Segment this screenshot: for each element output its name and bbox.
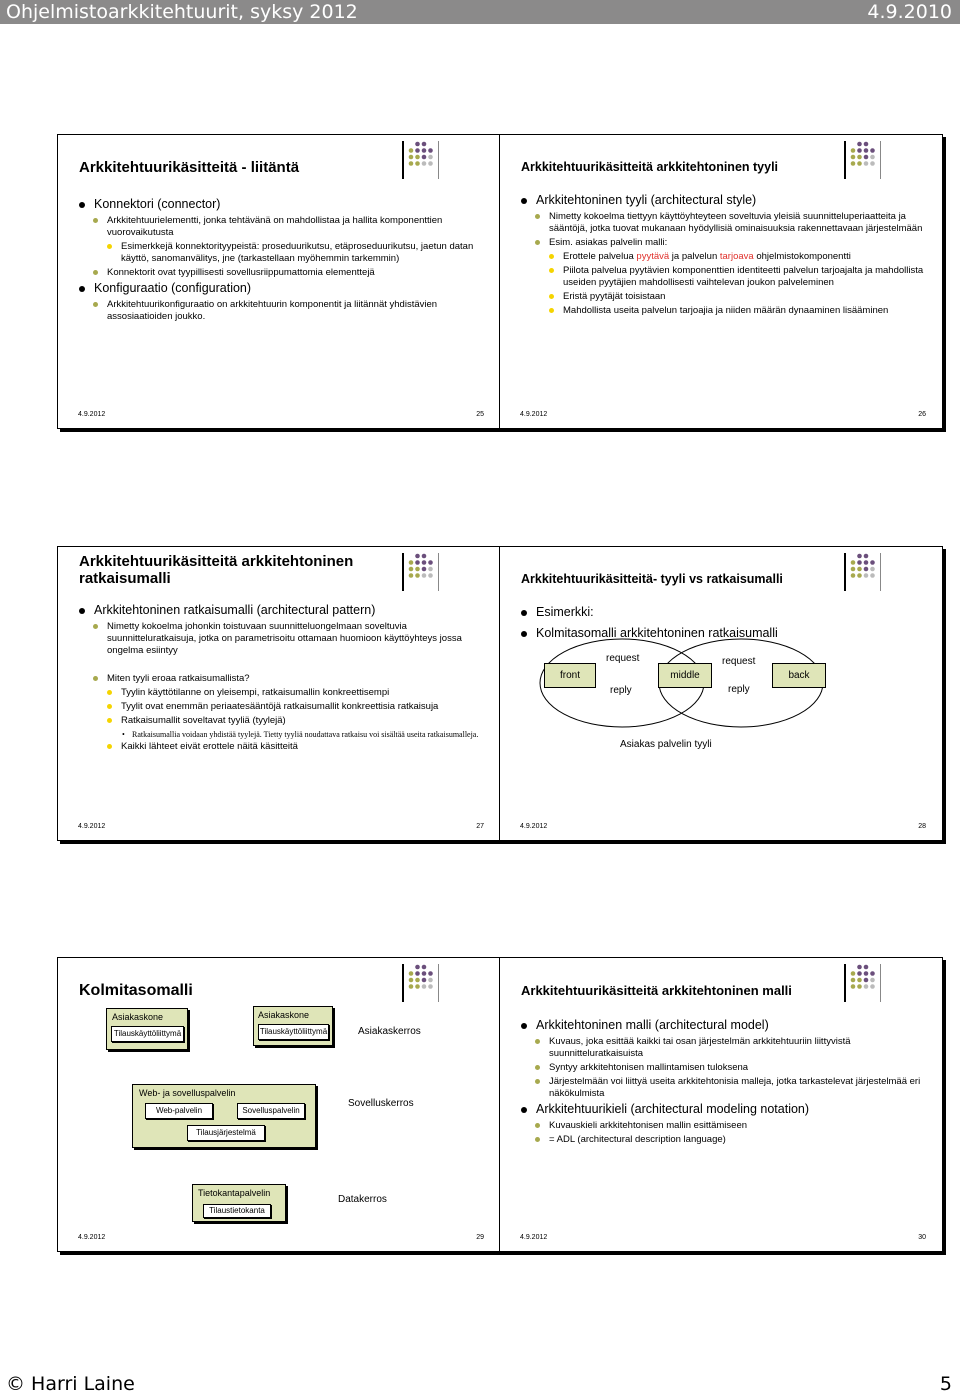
slide-28 (499, 546, 943, 841)
bullet-adl: = ADL (architectural description language) (534, 1134, 924, 1146)
dot-grid-logo (408, 964, 434, 990)
bullet-styles-principles: Tyylit ovat enemmän periaatesääntöjä ratkaisumallit konkreettisia ratkaisuja (106, 701, 482, 713)
request-label-1: request (606, 653, 640, 664)
slide-29 (57, 957, 501, 1252)
title-divider-right (880, 141, 881, 179)
title-divider-right (438, 141, 439, 179)
slide-body (78, 197, 482, 325)
slide-25 (57, 134, 501, 429)
middle-box: middle (658, 663, 712, 688)
slide-title-line-2: ratkaisumalli (79, 570, 171, 587)
request-label-2: request (722, 656, 756, 667)
client-machine-1 (106, 1008, 188, 1050)
bullet-style-more-general: Tyylin käyttötilanne on yleisempi, ratkaisumallin konkreettisempi (106, 687, 482, 699)
client-machine-1-title: Asiakaskone (112, 1012, 164, 1022)
dot-grid-logo (408, 141, 434, 167)
slide-date: 4.9.2012 (78, 411, 106, 418)
data-layer-label: Datakerros (338, 1194, 387, 1205)
bullet-not-all-sources: Kaikki lähteet eivät erottele näitä käsitteitä (106, 741, 482, 753)
slide-title: Kolmitasomalli (79, 982, 193, 999)
title-divider-right (438, 553, 439, 591)
slide-title: Arkkitehtuurikäsitteitä - liitäntä (79, 159, 300, 176)
slide-number: 30 (918, 1234, 926, 1241)
slide-number: 27 (476, 823, 484, 830)
bullet-example: Esimerkki: (520, 605, 924, 620)
client-machine-1-ui: Tilauskäyttöliittymä (111, 1026, 184, 1042)
title-divider (402, 141, 404, 179)
slide-number: 29 (476, 1234, 484, 1241)
bullet-architecture-language: Arkkitehtuurikieli (architectural modeling notation) (520, 1102, 924, 1117)
db-server (192, 1184, 286, 1222)
slide-body (520, 1018, 924, 1148)
slide-footer (78, 1234, 484, 1241)
bullet-connector-independence: Konnektorit ovat tyypillisesti sovellusriippumattomia elementtejä (92, 267, 482, 279)
bullet-separate-components: Erottele palvelua pyytävä ja palvelun tarjoava ohjelmistokomponentti (548, 251, 924, 263)
slide-title: Arkkitehtuurikäsitteitä- tyyli vs ratkaisumalli (521, 572, 783, 586)
bullet-multiple-providers: Mahdollista useita palvelun tarjoajia ja niiden määrän dynaaminen lisääminen (548, 305, 924, 317)
slide-body (78, 603, 482, 755)
slide-number: 28 (918, 823, 926, 830)
slide-footer (78, 823, 484, 830)
slide-footer (520, 823, 926, 830)
title-divider (402, 964, 404, 1002)
bullet-architectural-pattern: Arkkitehtoninen ratkaisumalli (architectural pattern) (78, 603, 482, 618)
page-footer (0, 1372, 960, 1396)
bullet-isolate-requesters: Eristä pyytäjät toisistaan (548, 291, 924, 303)
document-title: Ohjelmistoarkkitehtuurit, syksy 2012 (6, 1, 358, 23)
slide-date: 4.9.2012 (78, 823, 106, 830)
bullet-architectural-style: Arkkitehtoninen tyyli (architectural style) (520, 193, 924, 208)
slide-footer (520, 411, 926, 418)
bullet-configuration-definition: Arkkitehtuurikonfiguraatio on arkkitehtuurin komponentit ja liitännät yhdistävien assosiaatioiden joukko. (92, 299, 482, 323)
bullet-pattern-combine-styles: • Ratkaisumallia voidaan yhdistää tyylejä. Tietty tyyliä noudattava ratkaisu voi sisältää useita ratkaisumalleja. (122, 729, 482, 740)
diagram-connectors (500, 547, 943, 841)
slide-title-line-1: Arkkitehtuurikäsitteitä arkkitehtoninen (79, 553, 354, 570)
bullet-architectural-model: Arkkitehtoninen malli (architectural model) (520, 1018, 924, 1033)
bullet-patterns-apply-styles: Ratkaisumallit soveltavat tyyliä (tyylejä) (106, 715, 482, 727)
bullet-style-vs-pattern-question: Miten tyyli eroaa ratkaisumallista? (92, 673, 482, 685)
title-divider-right (880, 964, 881, 1002)
reply-label-1: reply (610, 685, 632, 696)
bullet-client-server-example: Esim. asiakas palvelin malli: (534, 237, 924, 249)
slide-title: Arkkitehtuurikäsitteitä arkkitehtoninen malli (521, 983, 792, 998)
slide-title (79, 553, 409, 587)
back-box: back (772, 663, 826, 688)
bullet-connector-examples: Esimerkkejä konnektorityypeistä: proseduurikutsu, etäproseduurikutsu, jaetun datan käyttö, sanomanvälitys, jne (tarkastellaan myöhemmin tarkemmin) (106, 241, 482, 265)
bullet-multiple-models: Järjestelmään voi liittyä useita arkkitehtonisia malleja, jotka tarkastelevat järjestelmää eri näkökulmista (534, 1076, 924, 1100)
bullet-connector: Konnektori (connector) (78, 197, 482, 212)
client-layer-label: Asiakaskerros (358, 1026, 421, 1037)
client-machine-2-ui: Tilauskäyttöliittymä (258, 1024, 329, 1040)
db-server-title: Tietokantapalvelin (198, 1188, 271, 1198)
slide-date: 4.9.2012 (520, 1234, 548, 1241)
bullet-model-definition: Kuvaus, joka esittää kaikki tai osan järjestelmän arkkitehtuuriin liittyvistä suunnitteluratkaisuista (534, 1036, 924, 1060)
front-box: front (544, 663, 596, 688)
slide-number: 26 (918, 411, 926, 418)
order-system-box: Tilausjärjestelmä (187, 1125, 265, 1141)
bullet-language-definition: Kuvauskieli arkkitehtonisen mallin esittämiseen (534, 1120, 924, 1132)
reply-label-2: reply (728, 684, 750, 695)
title-divider-right (438, 964, 439, 1002)
slide-footer (78, 411, 484, 418)
client-server-diagram (500, 547, 943, 841)
slide-26 (499, 134, 943, 429)
slide-27 (57, 546, 501, 841)
diagram-caption: Asiakas palvelin tyyli (620, 739, 712, 750)
dot-grid-logo (850, 964, 876, 990)
bullet-configuration: Konfiguraatio (configuration) (78, 281, 482, 296)
slide-30 (499, 957, 943, 1252)
bullet-style-definition: Nimetty kokoelma tiettyyn käyttöyhteyteen soveltuvia yleisiä suunnitteluperiaatteita ja sääntöjä, jotka tuovat mukanaan hyödyllisiä ominaisuuksia rakennettavaan järjestelmään (534, 211, 924, 235)
slide-body (520, 193, 924, 319)
app-layer-label: Sovelluskerros (348, 1098, 414, 1109)
client-machine-2-title: Asiakaskone (258, 1010, 310, 1020)
title-divider (844, 964, 846, 1002)
bullet-model-origin: Syntyy arkkitehtonisen mallintamisen tuloksena (534, 1062, 924, 1074)
title-divider (844, 141, 846, 179)
slide-number: 25 (476, 411, 484, 418)
client-machine-2 (253, 1006, 333, 1046)
order-db-box: Tilaustietokanta (203, 1204, 271, 1218)
bullet-three-tier: Kolmitasomalli arkkitehtoninen ratkaisumalli (520, 626, 924, 641)
slide-date: 4.9.2012 (520, 823, 548, 830)
slide-title: Arkkitehtuurikäsitteitä arkkitehtoninen tyyli (521, 160, 779, 174)
web-server-box: Web-palvelin (145, 1103, 213, 1119)
bullet-pattern-definition: Nimetty kokoelma johonkin toistuvaan suunnitteluongelmaan soveltuvia suunnitteluratkaisuja, jotka on parametrisoitu ottamaan huomioon käyttöyhteys jossa ongelma esiintyy (92, 621, 482, 657)
page-header (0, 0, 960, 24)
slide-footer (520, 1234, 926, 1241)
slide-date: 4.9.2012 (78, 1234, 106, 1241)
app-server-box: Sovelluspalvelin (237, 1103, 305, 1119)
slide-date: 4.9.2012 (520, 411, 548, 418)
bullet-hide-identity: Piilota palvelua pyytävien komponenttien identiteetti palvelun tarjoajalta ja mahdollista useiden pyytäjien mahdollisesti vaihtelevan joukon palveleminen (548, 265, 924, 289)
page-number: 5 (939, 1373, 952, 1395)
copyright: © Harri Laine (6, 1373, 135, 1395)
web-app-server-title: Web- ja sovelluspalvelin (139, 1088, 236, 1098)
bullet-connector-definition: Arkkitehtuurielementti, jonka tehtävänä on mahdollistaa ja hallita komponenttien vuorovaikutusta (92, 215, 482, 239)
document-date: 4.9.2010 (867, 1, 952, 23)
dot-grid-logo (850, 141, 876, 167)
title-divider (402, 553, 404, 591)
web-app-server (132, 1084, 316, 1148)
dot-grid-logo (408, 553, 434, 579)
